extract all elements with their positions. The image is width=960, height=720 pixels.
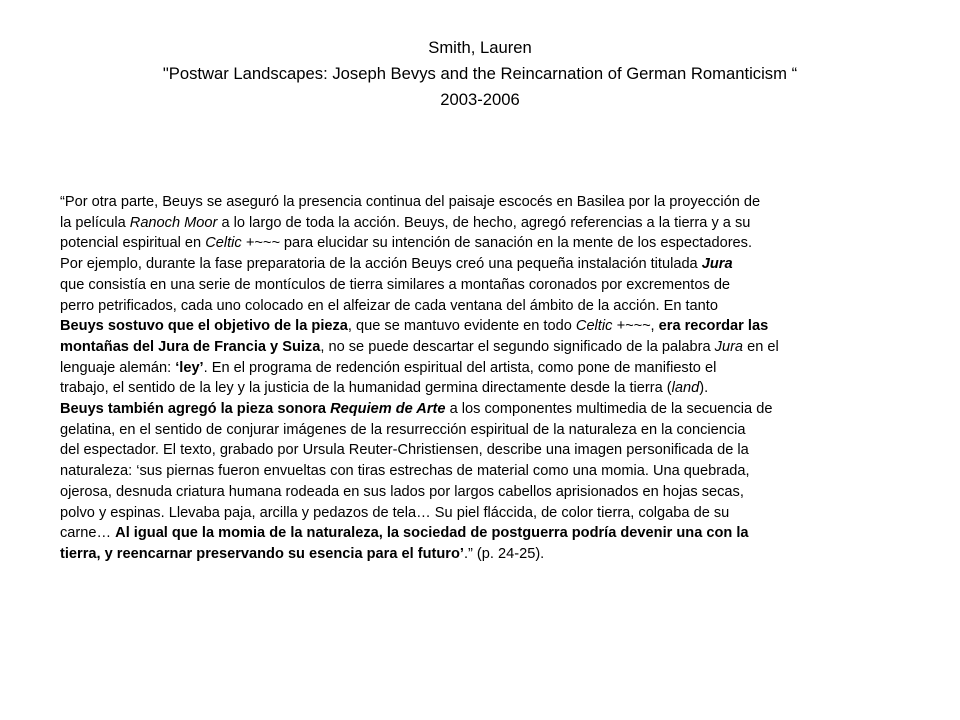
quote-line: montañas del Jura de Francia y Suiza, no se puede descartar el segundo significado de la palabra Jura en el — [60, 338, 779, 355]
emphasis: Beuys sostuvo que el objetivo de la pieza — [60, 318, 348, 335]
sound-piece-title: Requiem de Arte — [330, 401, 446, 418]
emphasis: ‘ley’ — [175, 359, 204, 376]
quote-line: perro petrificados, cada uno colocado en el alfeizar de cada ventana del ámbito de la acción. En tanto — [60, 297, 718, 314]
quote-line: la película Ranoch Moor a lo largo de toda la acción. Beuys, de hecho, agregó referencias a la tierra y a su — [60, 214, 751, 231]
quote-line: polvo y espinas. Llevaba paja, arcilla y pedazos de tela… Su piel fláccida, de color tierra, colgaba de su — [60, 504, 730, 521]
quote-line: Por ejemplo, durante la fase preparatoria de la acción Beuys creó una pequeña instalación titulada Jura — [60, 256, 733, 273]
quote-line: que consistía en una serie de montículos de tierra similares a montañas coronados por excrementos de — [60, 276, 731, 293]
author-name: Smith, Lauren — [428, 38, 532, 57]
film-title: Ranoch Moor — [129, 214, 218, 231]
quote-line: potencial espiritual en Celtic +~~~ para elucidar su intención de sanación en la mente de los espectadores. — [60, 235, 753, 252]
emphasis: era recordar las — [658, 318, 769, 335]
quote-line: del espectador. El texto, grabado por Ursula Reuter-Christiensen, describe una imagen personificada de la — [60, 442, 749, 459]
quote-line: trabajo, el sentido de la ley y la justicia de la humanidad germina directamente desde la tierra (land). — [60, 380, 709, 397]
quote-line — [60, 544, 900, 565]
emphasis: Al igual que la momia de la naturaleza, la sociedad de postguerra podría devenir una con la — [115, 525, 749, 542]
term-jura: Jura — [714, 338, 744, 355]
emphasis: montañas del Jura de Francia y Suiza — [60, 338, 321, 355]
quote-line: Beuys sostuvo que el objetivo de la pieza, que se mantuvo evidente en todo Celtic +~~~, era recordar las — [60, 318, 769, 335]
quote-line: ojerosa, desnuda criatura humana rodeada en sus lados por largos cabellos aprisionados en hojas secas, — [60, 483, 744, 500]
quote-line: Beuys también agregó la pieza sonora Requiem de Arte a los componentes multimedia de la secuencia de — [60, 401, 773, 418]
work-title: "Postwar Landscapes: Joseph Bevys and the Reincarnation of German Romanticism “ — [162, 64, 798, 83]
work-reference: Celtic +~~~ — [575, 318, 651, 335]
emphasis: Beuys también agregó la pieza sonora — [60, 401, 331, 418]
emphasis: tierra, y reencarnar preservando su esencia para el futuro’ — [60, 545, 464, 562]
page-citation: .” (p. 24-25). — [463, 545, 545, 562]
work-years: 2003-2006 — [440, 90, 520, 109]
installation-title: Jura — [701, 256, 733, 273]
quote-line: carne… Al igual que la momia de la naturaleza, la sociedad de postguerra podría devenir una con la — [60, 525, 749, 542]
quote-paragraph — [60, 192, 900, 565]
term-land: land — [671, 380, 700, 397]
citation-header — [0, 35, 960, 113]
quote-line: gelatina, en el sentido de conjurar imágenes de la resurrección espiritual de la naturaleza en la conciencia — [60, 421, 746, 438]
quote-line: naturaleza: ‘sus piernas fueron envueltas con tiras estrechas de material como una momia. Una quebrada, — [60, 463, 750, 480]
quote-line: lenguaje alemán: ‘ley’. En el programa de redención espiritual del artista, como pone de manifiesto el — [60, 359, 717, 376]
work-reference: Celtic +~~~ — [205, 235, 280, 252]
quote-line: “Por otra parte, Beuys se aseguró la presencia continua del paisaje escocés en Basilea por la proyección de — [60, 194, 761, 210]
